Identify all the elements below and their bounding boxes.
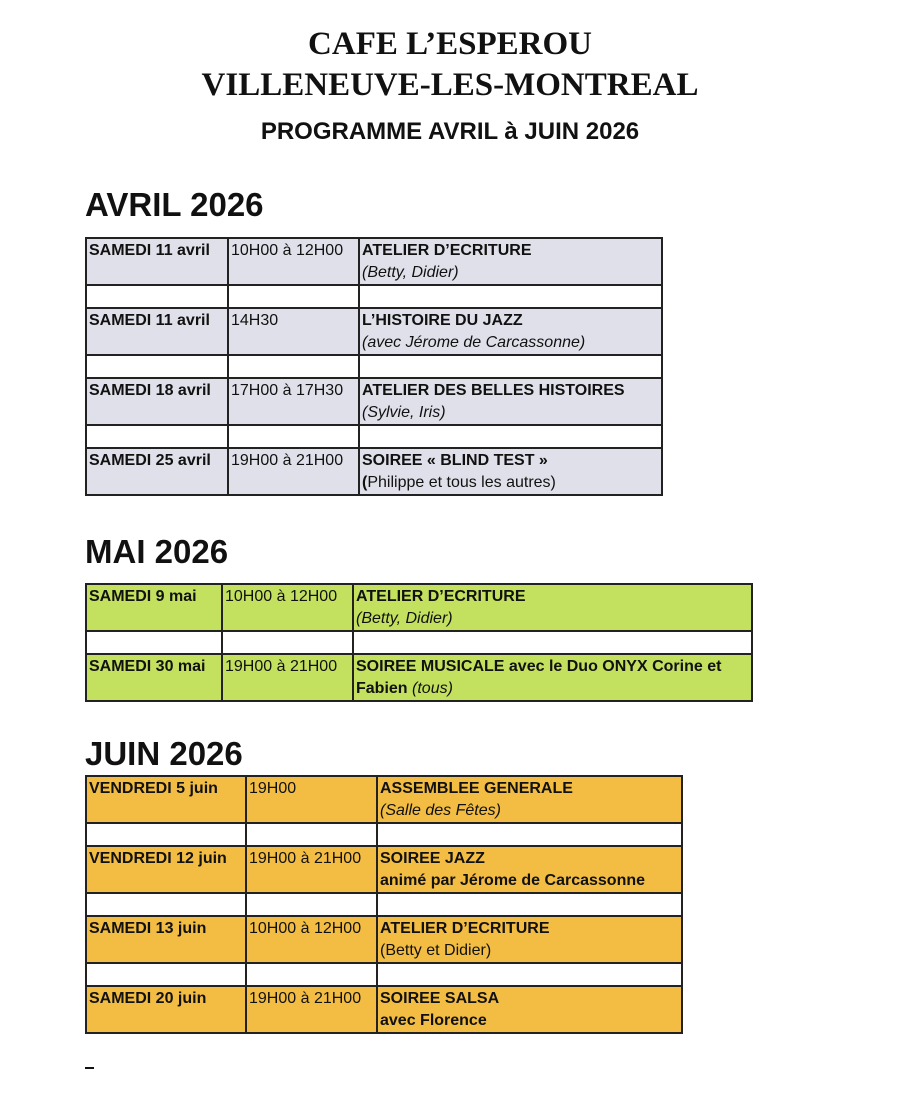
village-name: VILLENEUVE-LES-MONTREAL xyxy=(201,67,699,103)
table-row xyxy=(86,916,682,963)
trailing-dash xyxy=(85,1067,94,1069)
month-heading-juin: JUIN 2026 xyxy=(85,735,243,772)
event-detail: avec Florence xyxy=(380,1012,487,1029)
event-detail: (Sylvie, Iris) xyxy=(362,404,446,421)
spacer-row xyxy=(86,285,662,308)
event-date: SAMEDI 30 mai xyxy=(86,654,222,701)
cafe-name: CAFE L’ESPEROU xyxy=(308,26,592,62)
event-title: SOIREE SALSA xyxy=(380,990,500,1007)
event-cell xyxy=(377,986,682,1033)
table-row xyxy=(86,654,752,701)
table-row xyxy=(86,378,662,425)
event-detail: (Salle des Fêtes) xyxy=(380,802,501,819)
event-cell xyxy=(353,654,752,701)
spacer-row xyxy=(86,893,682,916)
event-detail: (Betty et Didier) xyxy=(380,942,492,959)
event-title: SOIREE JAZZ xyxy=(380,850,485,867)
event-title: ATELIER D’ECRITURE xyxy=(380,920,550,937)
event-time: 19H00 à 21H00 xyxy=(228,448,359,495)
event-time: 10H00 à 12H00 xyxy=(222,584,353,631)
event-cell xyxy=(359,238,662,285)
event-date: SAMEDI 18 avril xyxy=(86,378,228,425)
table-row xyxy=(86,448,662,495)
event-date: SAMEDI 11 avril xyxy=(86,238,228,285)
event-cell xyxy=(359,378,662,425)
event-detail: (Betty, Didier) xyxy=(356,610,453,627)
table-row xyxy=(86,776,682,823)
event-time: 10H00 à 12H00 xyxy=(228,238,359,285)
event-time: 17H00 à 17H30 xyxy=(228,378,359,425)
event-detail: animé par Jérome de Carcassonne xyxy=(380,872,646,889)
event-date: SAMEDI 25 avril xyxy=(86,448,228,495)
schedule-table-juin xyxy=(85,775,683,1034)
event-cell xyxy=(359,308,662,355)
event-detail-paren: ( xyxy=(362,474,368,491)
schedule-table-mai xyxy=(85,583,753,702)
event-time: 19H00 à 21H00 xyxy=(246,846,377,893)
event-date: VENDREDI 5 juin xyxy=(86,776,246,823)
event-cell xyxy=(377,846,682,893)
event-time: 19H00 xyxy=(246,776,377,823)
event-title: ASSEMBLEE GENERALE xyxy=(380,780,573,797)
month-heading-avril: AVRIL 2026 xyxy=(85,186,264,223)
month-heading-mai: MAI 2026 xyxy=(85,533,229,570)
event-date: SAMEDI 20 juin xyxy=(86,986,246,1033)
event-time: 19H00 à 21H00 xyxy=(222,654,353,701)
table-row xyxy=(86,238,662,285)
event-title: ATELIER D’ECRITURE xyxy=(356,588,526,605)
event-time: 19H00 à 21H00 xyxy=(246,986,377,1033)
programme-subtitle: PROGRAMME AVRIL à JUIN 2026 xyxy=(260,118,640,145)
event-detail-text: Philippe et tous les autres) xyxy=(367,474,556,491)
event-time: 10H00 à 12H00 xyxy=(246,916,377,963)
event-detail: (Betty, Didier) xyxy=(362,264,459,281)
event-cell xyxy=(359,448,662,495)
event-detail: (avec Jérome de Carcassonne) xyxy=(362,334,586,351)
schedule-table-avril xyxy=(85,237,663,496)
table-row xyxy=(86,846,682,893)
event-detail xyxy=(362,472,659,494)
spacer-row xyxy=(86,823,682,846)
event-cell xyxy=(377,916,682,963)
event-date: VENDREDI 12 juin xyxy=(86,846,246,893)
event-time: 14H30 xyxy=(228,308,359,355)
event-detail: (tous) xyxy=(412,680,453,697)
event-title: SOIREE MUSICALE avec le Duo ONYX Corine et Fabien xyxy=(356,658,722,697)
event-cell xyxy=(353,584,752,631)
spacer-row xyxy=(86,963,682,986)
event-date: SAMEDI 13 juin xyxy=(86,916,246,963)
table-row xyxy=(86,986,682,1033)
event-date: SAMEDI 11 avril xyxy=(86,308,228,355)
event-date: SAMEDI 9 mai xyxy=(86,584,222,631)
event-title: ATELIER D’ECRITURE xyxy=(362,242,532,259)
table-row xyxy=(86,308,662,355)
spacer-row xyxy=(86,631,752,654)
event-title: SOIREE « BLIND TEST » xyxy=(362,452,548,469)
event-title: L’HISTOIRE DU JAZZ xyxy=(362,312,523,329)
table-row xyxy=(86,584,752,631)
spacer-row xyxy=(86,425,662,448)
spacer-row xyxy=(86,355,662,378)
event-title: ATELIER DES BELLES HISTOIRES xyxy=(362,382,625,399)
event-cell xyxy=(377,776,682,823)
